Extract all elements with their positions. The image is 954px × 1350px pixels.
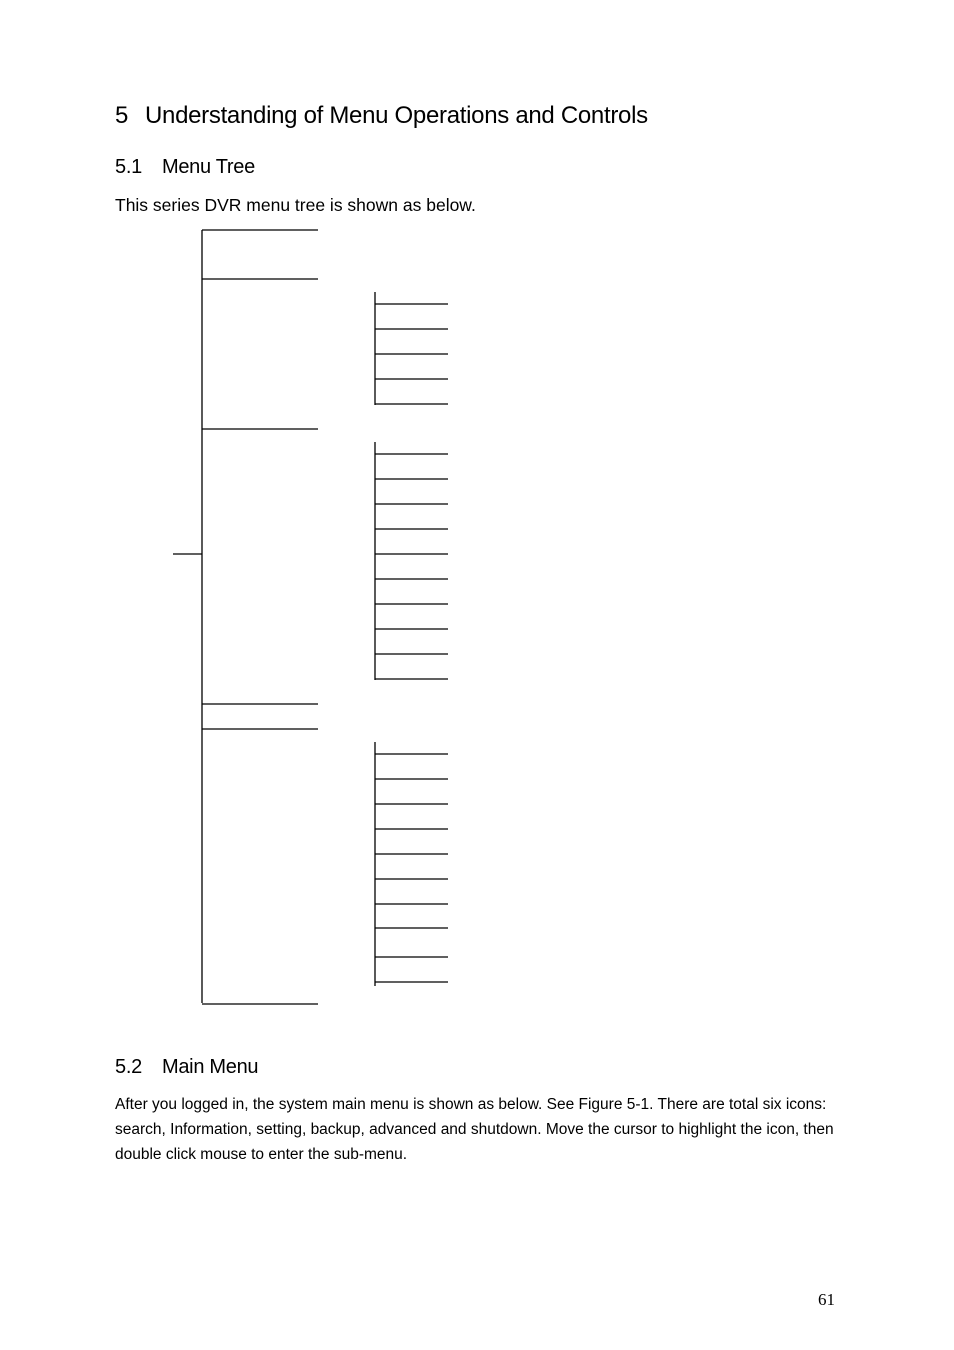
section-heading-main-menu xyxy=(115,1056,258,1079)
menu-tree-intro: This series DVR menu tree is shown as below. xyxy=(115,195,476,215)
page-number: 61 xyxy=(818,1290,835,1309)
section-number: 5.2 xyxy=(115,1056,142,1078)
menu-tree-lines xyxy=(173,230,448,1004)
section-number: 5.1 xyxy=(115,156,142,178)
main-menu-paragraph: After you logged in, the system main menu is shown as below. See Figure 5-1. There are total six icons: search, Information, setting, backup, advanced and shutdown. Move the cursor to highlight the icon, then double click mouse to enter the sub-menu. xyxy=(115,1096,834,1163)
section-title: Main Menu xyxy=(162,1056,259,1078)
chapter-number: 5 xyxy=(115,102,129,129)
section-title: Menu Tree xyxy=(162,156,255,178)
chapter-title: Understanding of Menu Operations and Controls xyxy=(145,102,648,129)
